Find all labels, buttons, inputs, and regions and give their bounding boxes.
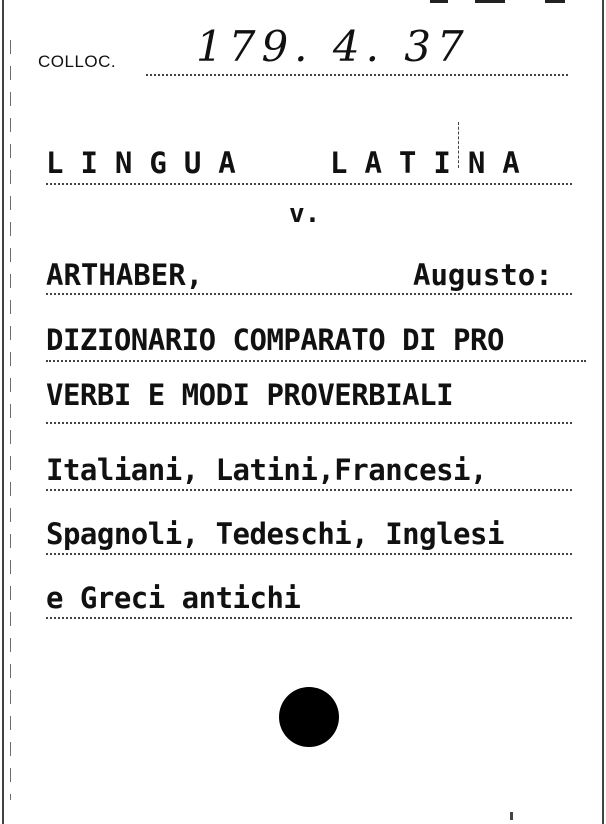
languages-line-3: e Greci antichi [46,581,301,615]
languages-dotted-line-1 [46,489,572,491]
languages-line-2: Spagnoli, Tedeschi, Inglesi [46,517,504,551]
punch-hole [279,687,339,747]
small-mark [510,812,513,820]
subject-heading-left: LINGUA [46,146,253,180]
author-name: Augusto: [413,258,553,292]
subject-dotted-line [46,183,572,185]
colloc-label: COLLOC. [38,52,117,71]
card-left-edge [2,0,5,824]
title-dotted-line-1 [46,360,586,362]
colloc-value: 179. 4. 37 [196,22,470,71]
author-dotted-line [46,293,572,295]
languages-dotted-line-3 [46,617,572,619]
author-surname: ARTHABER, [46,258,204,292]
subject-suffix: v. [289,199,321,229]
title-line-2: VERBI E MODI PROVERBIALI [46,378,454,412]
card-top-edge [430,0,600,4]
languages-dotted-line-2 [46,553,572,555]
subject-heading-right: LATINA [330,146,537,180]
pencil-mark [458,122,469,168]
title-dotted-line-2 [46,422,572,424]
colloc-dotted-line [146,74,568,76]
title-line-1: DIZIONARIO COMPARATO DI PRO [46,323,504,357]
card-right-edge [601,0,604,824]
languages-line-1: Italiani, Latini,Francesi, [46,453,487,487]
